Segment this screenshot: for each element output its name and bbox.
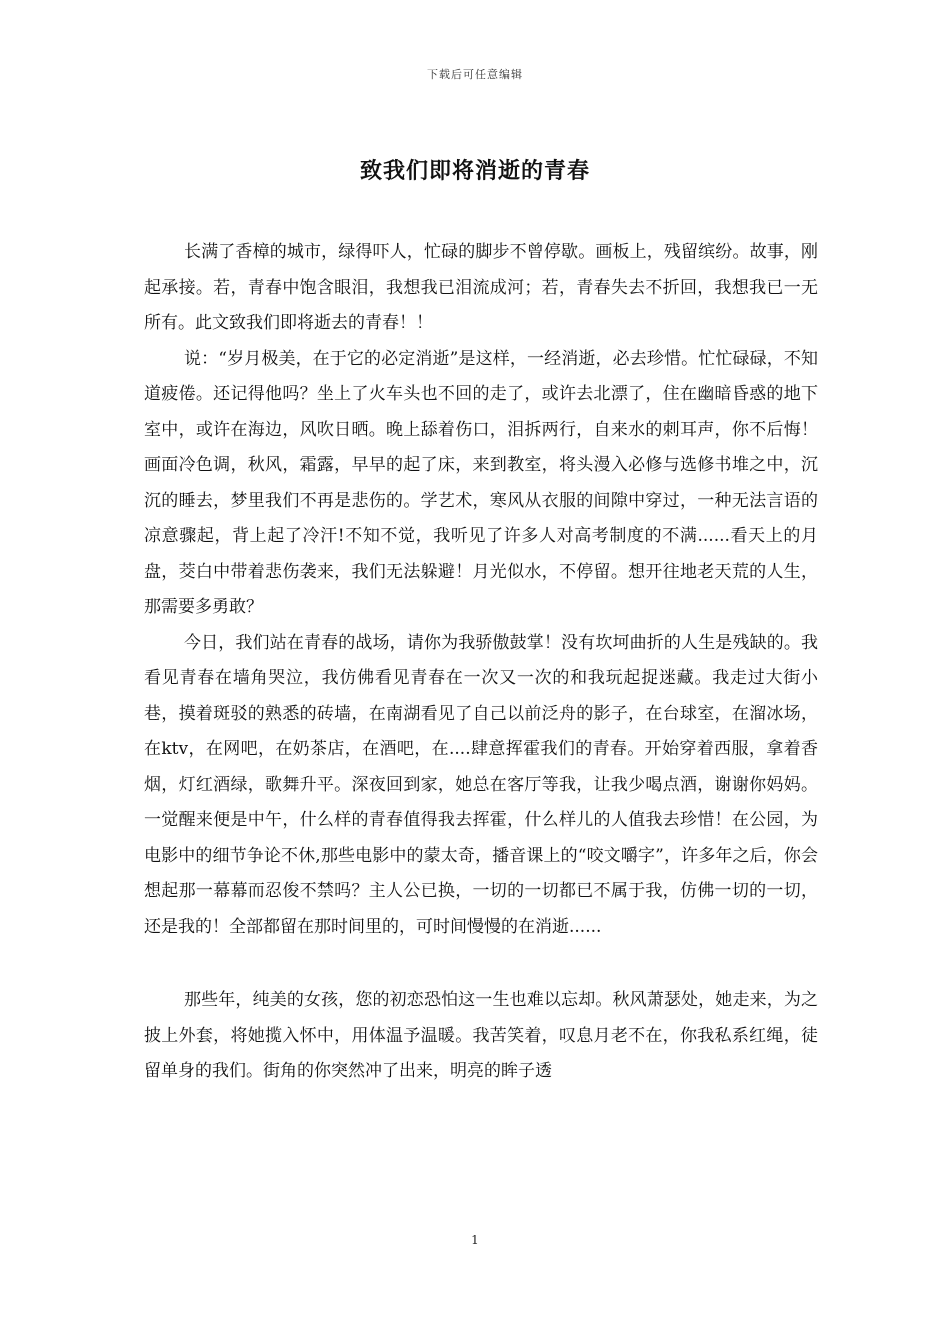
document-body [144,235,818,1090]
paragraph-2: 说：“岁月极美，在于它的必定消逝”是这样，一经消逝，必去珍惜。忙忙碌碌，不知道疲倦。还记得他吗？坐上了火车头也不回的走了，或许去北漂了，住在幽暗昏惑的地下室中，或许在海边，风吹日晒。晚上舔着伤口，泪拆两行，自来水的刺耳声，你不后悔！画面冷色调，秋风，霜露，早早的起了床，来到教室，将头漫入必修与选修书堆之中，沉沉的睡去，梦里我们不再是悲伤的。学艺术，寒风从衣服的间隙中穿过，一种无法言语的凉意骤起，背上起了冷汗!不知不觉，我听见了许多人对高考制度的不满......看天上的月盘，茭白中带着悲伤袭来，我们无法躲避！月光似水，不停留。想开往地老天荒的人生，那需要多勇敢？ [144,348,818,617]
paragraph-4: 那些年，纯美的女孩，您的初恋恐怕这一生也难以忘却。秋风萧瑟处，她走来，为之披上外套，将她揽入怀中，用体温予温暖。我苦笑着，叹息月老不在，你我私系红绳，徒留单身的我们。街角的你突然冲了出来，明亮的眸子透 [144,990,818,1081]
paragraph-1: 长满了香樟的城市，绿得吓人，忙碌的脚步不曾停歇。画板上，残留缤纷。故事，刚起承接。若，青春中饱含眼泪，我想我已泪流成河；若，青春失去不折回，我想我已一无所有。此文致我们即将逝去的青春！！ [144,242,818,333]
header-note: 下载后可任意编辑 [427,68,523,81]
document-title: 致我们即将消逝的青春 [359,158,590,184]
page-number: 1 [471,1233,479,1247]
paragraph-3: 今日，我们站在青春的战场，请你为我骄傲鼓掌！没有坎坷曲折的人生是残缺的。我看见青春在墙角哭泣，我仿佛看见青春在一次又一次的和我玩起捉迷藏。我走过大街小巷，摸着斑驳的熟悉的砖墙，在南湖看见了自己以前泛舟的影子，在台球室，在溜冰场，在ktv，在网吧，在奶茶店，在酒吧，在....肆意挥霍我们的青春。开始穿着西服，拿着香烟，灯红酒绿，歌舞升平。深夜回到家，她总在客厅等我，让我少喝点酒，谢谢你妈妈。一觉醒来便是中午，什么样的青春值得我去挥霍，什么样儿的人值我去珍惜！在公园，为电影中的细节争论不休,那些电影中的蒙太奇，播音课上的“咬文嚼字”，许多年之后，你会想起那一幕幕而忍俊不禁吗？主人公已换，一切的一切都已不属于我，仿佛一切的一切，还是我的！全部都留在那时间里的，可时间慢慢的在消逝...... [144,632,818,937]
paragraph-gap [144,945,818,983]
